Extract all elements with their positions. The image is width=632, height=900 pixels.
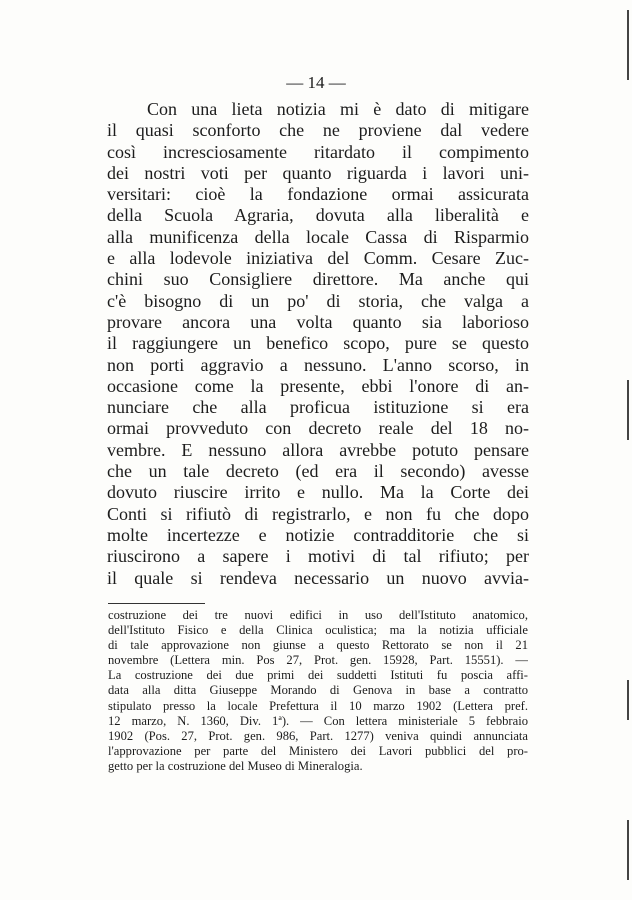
body-line: vembre. E nessuno allora avrebbe potuto pensare <box>107 439 529 460</box>
body-line: molte incertezze e notizie contradditorie che si <box>107 524 529 545</box>
footnote-line: di tale approvazione non giunse a questo Rettorato se non il 21 <box>108 638 528 653</box>
body-line: il quasi sconforto che ne proviene dal vedere <box>107 120 529 141</box>
footnote-line: 12 marzo, N. 1360, Div. 1ª). — Con lettera ministeriale 5 febbraio <box>108 713 528 728</box>
footnote-line: dell'Istituto Fisico e della Clinica oculistica; ma la notizia ufficiale <box>108 623 528 638</box>
body-line: c'è bisogno di un po' di storia, che valga a <box>107 290 529 311</box>
body-line: riuscirono a sapere i motivi di tal rifiuto; per <box>107 546 529 567</box>
footnote-line: costruzione dei tre nuovi edifici in uso dell'Istituto anatomico, <box>108 608 528 622</box>
footnote-rule <box>108 603 205 604</box>
footnote <box>108 608 528 774</box>
footnote-line: l'approvazione per parte del Ministero dei Lavori pubblici del pro- <box>108 743 528 758</box>
body-line: provare ancora una volta quanto sia laborioso <box>107 311 529 332</box>
scan-edge-mark <box>627 820 629 880</box>
footnote-line: data alla ditta Giuseppe Morando di Genova in base a contratto <box>108 683 528 698</box>
body-line: alla munificenza della locale Cassa di Risparmio <box>107 226 529 247</box>
body-line: il raggiungere un benefico scopo, pure se questo <box>107 333 529 354</box>
page-number: — 14 — <box>286 73 346 92</box>
body-line: occasione come la presente, ebbi l'onore di an- <box>107 375 529 396</box>
body-line: il quale si rendeva necessario un nuovo avvia- <box>107 567 529 588</box>
body-line: nunciare che alla proficua istituzione si era <box>107 397 529 418</box>
scan-edge-mark <box>627 680 629 720</box>
body-line: della Scuola Agraria, dovuta alla liberalità e <box>107 205 529 226</box>
body-line: e alla lodevole iniziativa del Comm. Cesare Zuc- <box>107 248 529 269</box>
body-line: così incresciosamente ritardato il compimento <box>107 141 529 162</box>
scan-edge-mark <box>627 380 629 440</box>
body-line: che un tale decreto (ed era il secondo) avesse <box>107 461 529 482</box>
footnote-line: stipulato presso la locale Prefettura il 10 marzo 1902 (Lettera pref. <box>108 698 528 713</box>
body-line: Conti si rifiutò di registrarlo, e non fu che dopo <box>107 503 529 524</box>
body-line: ormai provveduto con decreto reale del 18 no- <box>107 418 529 439</box>
body-line: versitari: cioè la fondazione ormai assicurata <box>107 184 529 205</box>
footnote-line: novembre (Lettera min. Pos 27, Prot. gen. 15928, Part. 15551). — <box>108 653 528 668</box>
body-line: dovuto riuscire irrito e nullo. Ma la Corte dei <box>107 482 529 503</box>
footnote-line: getto per la costruzione del Museo di Mineralogia. <box>108 758 363 773</box>
footnote-line: La costruzione dei due primi dei suddetti Istituti fu poscia affi- <box>108 668 528 683</box>
body-text <box>107 99 529 589</box>
body-line: chini suo Consigliere direttore. Ma anche qui <box>107 269 529 290</box>
body-line: dei nostri voti per quanto riguarda i lavori uni- <box>107 162 529 183</box>
body-line: non porti aggravio a nessuno. L'anno scorso, in <box>107 354 529 375</box>
body-line: Con una lieta notizia mi è dato di mitigare <box>147 99 529 119</box>
scan-edge-mark <box>627 10 629 80</box>
footnote-line: 1902 (Pos. 27, Prot. gen. 986, Part. 1277) veniva quindi annunciata <box>108 728 528 743</box>
